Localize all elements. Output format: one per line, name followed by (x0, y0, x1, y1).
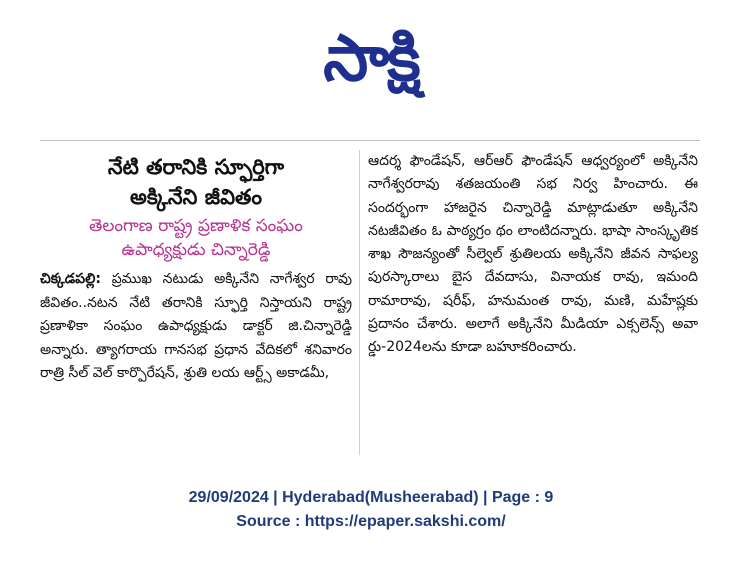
headline-line-2: అక్కినేని జీవితం (130, 185, 262, 209)
footer-edition-info: 29/09/2024 | Hyderabad(Musheerabad) | Page : 9 (188, 489, 554, 506)
subhead-line-2: ఉపాధ్యక్షుడు చిన్నారెడ్డి (121, 240, 271, 260)
footer-source: Source : https://epaper.sakshi.com/ (236, 513, 506, 530)
article-body-right: ఆదర్శ ఫౌండేషన్, ఆర్ఆర్ ఫౌండేషన్ ఆధ్వర్యంలో అక్కినేని నాగేశ్వరరావు శతజయంతి సభ నిర్వ హించారు. ఈ సందర్భంగా హాజరైన చిన్నారెడ్డి మాట్లాడుతూ అక్కినేని నటజీవితం ఓ పాఠ్యగ్రం థం లాంటిదన్నారు. భాషా సాంస్కృతిక శాఖ సౌజన్యంతో సీల్వెల్ శ్రుతిలయ అక్కినేని జీవన సాఫల్య పురస్కారాలు బైస దేవదాసు, వినాయక రావు, ఇమంది రామారావు, షరీఫ్, హనుమంత రావు, మణి, మహేష్లకు ప్రదానం చేశారు. అలాగే అక్కినేని మీడియా ఎక్సలెన్స్ అవా ర్డు-2024లను కూడా బహూకరించారు. (368, 153, 698, 356)
subheadline (40, 214, 352, 262)
column-divider (359, 150, 360, 455)
headline-line-1: నేటి తరానికి స్ఫూర్తిగా (107, 155, 285, 179)
article-right-column (368, 150, 698, 460)
headline (40, 152, 352, 212)
article-body-left (40, 268, 352, 386)
article-left-column (40, 150, 352, 460)
masthead (0, 4, 742, 114)
sakshi-logo: సాక్షి (323, 22, 419, 96)
body-text-left: ప్రముఖ నటుడు అక్కినేని నాగేశ్వర రావు జీవితం..నటన నేటి తరానికి స్ఫూర్తి నిస్తాయని రాష్ట్ర ప్రణాళికా సంఘం ఉపాధ్యక్షుడు డాక్టర్ జి.చిన్నారెడ్డి అన్నారు. త్యాగరాయ గానసభ ప్రధాన వేదికలో శనివారం రాత్రి సీల్ వెల్ కార్పొరేషన్, శ్రుతి లయ ఆర్ట్స్ అకాడమీ, (40, 271, 352, 381)
dateline: చిక్కడపల్లి: (40, 271, 101, 287)
masthead-rule (40, 140, 700, 141)
subhead-line-1: తెలంగాణ రాష్ట్ర ప్రణాళిక సంఘం (89, 216, 303, 236)
